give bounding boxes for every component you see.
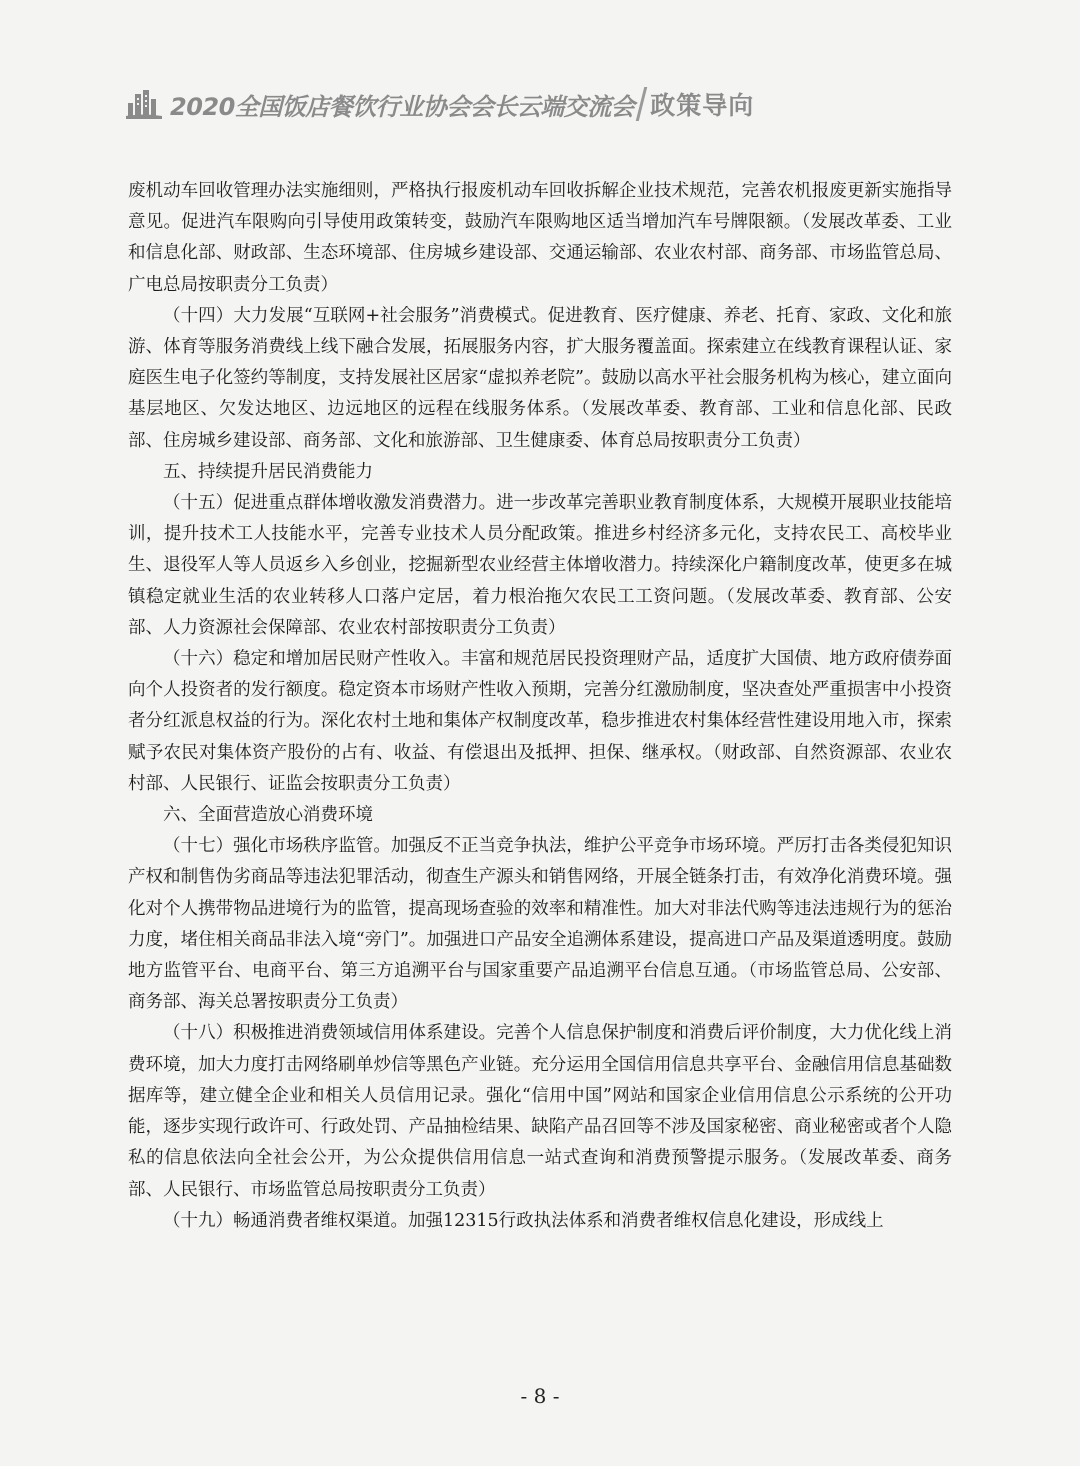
paragraph-continuation: 废机动车回收管理办法实施细则，严格执行报废机动车回收拆解企业技术规范，完善农机报废更新实施指导意见。促进汽车限购向引导使用政策转变，鼓励汽车限购地区适当增加汽车号牌限额。（发展改革委、工业和信息化部、财政部、生态环境部、住房城乡建设部、交通运输部、农业农村部、商务部、市场监管总局、广电总局按职责分工负责）: [128, 181, 952, 295]
paragraph-item-15: （十五）促进重点群体增收激发消费潜力。进一步改革完善职业教育制度体系，大规模开展职业技能培训，提升技术工人技能水平，完善专业技术人员分配政策。推进乡村经济多元化，支持农民工、高校毕业生、退役军人等人员返乡入乡创业，挖掘新型农业经营主体增收潜力。持续深化户籍制度改革，使更多在城镇稳定就业生活的农业转移人口落户定居，着力根治拖欠农民工工资问题。（发展改革委、教育部、公安部、人力资源社会保障部、农业农村部按职责分工负责）: [128, 493, 952, 638]
header-divider: [636, 87, 647, 121]
paragraph-item-17: （十七）强化市场秩序监管。加强反不正当竞争执法，维护公平竞争市场环境。严厉打击各类侵犯知识产权和制售伪劣商品等违法犯罪活动，彻查生产源头和销售网络，开展全链条打击，有效净化消费环境。强化对个人携带物品进境行为的监管，提高现场查验的效率和精准性。加大对非法代购等违法违规行为的惩治力度，堵住相关商品非法入境“旁门”。加强进口产品安全追溯体系建设，提高进口产品及渠道透明度。鼓励地方监管平台、电商平台、第三方追溯平台与国家重要产品追溯平台信息互通。（市场监管总局、公安部、商务部、海关总署按职责分工负责）: [128, 836, 952, 1013]
paragraph-item-18: （十八）积极推进消费领域信用体系建设。完善个人信息保护制度和消费后评价制度，大力优化线上消费环境，加大力度打击网络刷单炒信等黑色产业链。充分运用全国信用信息共享平台、金融信用信息基础数据库等，建立健全企业和相关人员信用记录。强化“信用中国”网站和国家企业信用信息公示系统的公开功能，逐步实现行政许可、行政处罚、产品抽检结果、缺陷产品召回等不涉及国家秘密、商业秘密或者个人隐私的信息依法向全社会公开，为公众提供信用信息一站式查询和消费预警提示服务。（发展改革委、商务部、人民银行、市场监管总局按职责分工负责）: [128, 1023, 952, 1200]
page-header: [126, 84, 754, 124]
paragraph-item-14: （十四）大力发展“互联网+社会服务”消费模式。促进教育、医疗健康、养老、托育、家政、文化和旅游、体育等服务消费线上线下融合发展，拓展服务内容，扩大服务覆盖面。探索建立在线教育课程认证、家庭医生电子化签约等制度，支持发展社区居家“虚拟养老院”。鼓励以高水平社会服务机构为核心，建立面向基层地区、欠发达地区、边远地区的远程在线服务体系。（发展改革委、教育部、工业和信息化部、民政部、住房城乡建设部、商务部、文化和旅游部、卫生健康委、体育总局按职责分工负责）: [128, 305, 952, 451]
header-title: 2020全国饭店餐饮行业协会会长云端交流会: [170, 92, 635, 121]
paragraph-item-16: （十六）稳定和增加居民财产性收入。丰富和规范居民投资理财产品，适度扩大国债、地方政府债券面向个人投资者的发行额度。稳定资本市场财产性收入预期，完善分红激励制度，坚决查处严重损害中小投资者分红派息权益的行为。深化农村土地和集体产权制度改革，稳步推进农村集体经营性建设用地入市，探索赋予农民对集体资产股份的占有、收益、有偿退出及抵押、担保、继承权。（财政部、自然资源部、农业农村部、人民银行、证监会按职责分工负责）: [128, 649, 952, 794]
building-logo-icon: [126, 89, 162, 119]
document-body: [128, 176, 952, 1237]
paragraph-item-19: （十九）畅通消费者维权渠道。加强12315行政执法体系和消费者维权信息化建设，形成线上: [163, 1210, 884, 1231]
page-number: - 8 -: [520, 1384, 560, 1408]
header-section: 政策导向: [650, 91, 755, 120]
section-heading-5: 五、持续提升居民消费能力: [163, 461, 373, 482]
section-heading-6: 六、全面营造放心消费环境: [163, 805, 373, 826]
